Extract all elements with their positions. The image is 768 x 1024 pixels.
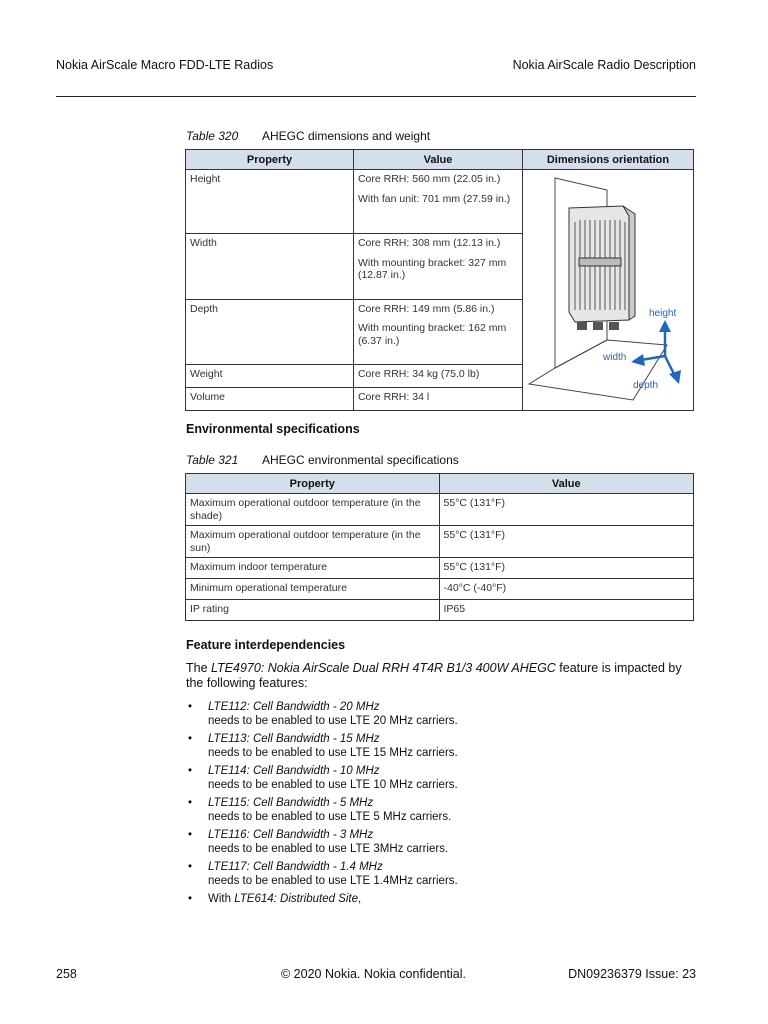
table-321-caption: [186, 453, 459, 467]
list-item: [186, 860, 458, 888]
property-cell: Depth: [186, 299, 354, 364]
environmental-table: [185, 473, 694, 621]
table-320-title: AHEGC dimensions and weight: [262, 129, 431, 143]
list-item: [186, 732, 458, 760]
bullet: •: [188, 829, 193, 841]
value-cell: Core RRH: 34 kg (75.0 lb): [353, 365, 522, 388]
document-id: DN09236379 Issue: 23: [568, 967, 696, 981]
dimension-arrows: [631, 320, 681, 384]
table-320-caption: [186, 129, 430, 143]
environmental-heading: Environmental specifications: [186, 422, 360, 436]
header-section-title: Nokia AirScale Radio Description: [512, 58, 696, 72]
dependency-desc: needs to be enabled to use LTE 1.4MHz carriers.: [208, 875, 458, 887]
list-item: [186, 796, 458, 824]
intro-post: feature is impacted by the following features:: [186, 661, 682, 690]
list-item: [186, 892, 458, 906]
value-line: Core RRH: 560 mm (22.05 in.): [357, 173, 501, 185]
dependency-desc: needs to be enabled to use LTE 3MHz carriers.: [208, 843, 449, 855]
bullet: •: [188, 797, 193, 809]
value-cell: IP65: [439, 600, 693, 621]
table-header-row: [186, 474, 694, 494]
value-cell: 55°C (131°F): [439, 494, 693, 526]
table-320-number: Table 320: [186, 129, 239, 143]
feature-heading: Feature interdependencies: [186, 638, 346, 652]
dependency-name: LTE117: Cell Bandwidth - 1.4 MHz: [208, 861, 383, 873]
property-cell: Volume: [186, 387, 354, 410]
table-row: [186, 526, 694, 558]
property-cell: Height: [186, 170, 354, 234]
intro-pre: The: [186, 661, 212, 675]
depth-label: depth: [632, 380, 659, 391]
table-321-number: Table 321: [186, 453, 239, 467]
dependency-name: LTE614: Distributed Site: [234, 893, 358, 905]
dependency-name: LTE116: Cell Bandwidth - 3 MHz: [208, 829, 374, 841]
value-line: Core RRH: 308 mm (12.13 in.): [357, 237, 501, 250]
intro-paragraph: [186, 661, 696, 691]
bullet: •: [188, 733, 193, 745]
property-cell: Width: [186, 234, 354, 299]
dependency-desc: needs to be enabled to use LTE 5 MHz carriers.: [208, 811, 452, 823]
radio-orientation-figure: [523, 170, 693, 406]
value-cell: [353, 170, 522, 234]
dependency-name: LTE112: Cell Bandwidth - 20 MHz: [208, 701, 380, 713]
table-row: [186, 170, 694, 234]
bullet: •: [188, 861, 193, 873]
table-header-row: [186, 150, 694, 170]
bullet: •: [188, 701, 193, 713]
page-number: 258: [56, 967, 77, 981]
radio-unit-image: [569, 206, 635, 330]
table-row: [186, 600, 694, 621]
property-cell: Maximum indoor temperature: [186, 558, 440, 579]
value-cell: Core RRH: 34 l: [353, 387, 522, 410]
column-header: Value: [353, 150, 522, 170]
value-line: With fan unit: 701 mm (27.59 in.): [357, 192, 511, 205]
width-label: width: [602, 352, 627, 363]
property-cell: Weight: [186, 365, 354, 388]
dependency-name: LTE115: Cell Bandwidth - 5 MHz: [208, 797, 374, 809]
dependency-desc: needs to be enabled to use LTE 20 MHz carriers.: [208, 715, 458, 727]
bullet: •: [188, 893, 193, 905]
bullet: •: [188, 765, 193, 777]
table-row: [186, 494, 694, 526]
value-cell: [353, 234, 522, 299]
property-cell: Minimum operational temperature: [186, 579, 440, 600]
property-cell: IP rating: [186, 600, 440, 621]
orientation-figure-cell: [522, 170, 693, 411]
dimensions-table: [185, 149, 694, 411]
table-321-title: AHEGC environmental specifications: [262, 453, 459, 467]
value-line: With mounting bracket: 327 mm (12.87 in.): [357, 256, 507, 282]
header-divider: [56, 96, 696, 97]
dependency-desc: needs to be enabled to use LTE 10 MHz carriers.: [208, 779, 458, 791]
column-header: Property: [186, 474, 440, 494]
value-cell: 55°C (131°F): [439, 558, 693, 579]
last-item-post: ,: [358, 893, 362, 905]
intro-feature-name: LTE4970: Nokia AirScale Dual RRH 4T4R B1/3 400W AHEGC: [211, 661, 556, 675]
list-item: [186, 764, 458, 792]
value-line: Core RRH: 149 mm (5.86 in.): [357, 302, 495, 315]
column-header: Property: [186, 150, 354, 170]
property-cell: Maximum operational outdoor temperature (in the sun): [186, 526, 440, 558]
value-cell: 55°C (131°F): [439, 526, 693, 558]
table-row: [186, 558, 694, 579]
list-item: [186, 828, 458, 856]
column-header: Dimensions orientation: [522, 150, 693, 170]
dependency-desc: needs to be enabled to use LTE 15 MHz carriers.: [208, 747, 458, 759]
dependency-list: [186, 700, 458, 910]
value-cell: -40°C (-40°F): [439, 579, 693, 600]
floor-plane: [529, 340, 667, 400]
dependency-name: LTE113: Cell Bandwidth - 15 MHz: [208, 733, 380, 745]
copyright-notice: © 2020 Nokia. Nokia confidential.: [281, 967, 467, 981]
dependency-name: LTE114: Cell Bandwidth - 10 MHz: [208, 765, 380, 777]
value-line: With mounting bracket: 162 mm (6.37 in.): [357, 322, 507, 347]
table-row: [186, 579, 694, 600]
height-label: height: [648, 308, 677, 319]
last-item-pre: With: [208, 893, 235, 905]
header-doc-title: Nokia AirScale Macro FDD-LTE Radios: [56, 58, 274, 72]
column-header: Value: [439, 474, 693, 494]
property-cell: Maximum operational outdoor temperature (in the shade): [186, 494, 440, 526]
list-item: [186, 700, 458, 728]
value-cell: [353, 299, 522, 364]
